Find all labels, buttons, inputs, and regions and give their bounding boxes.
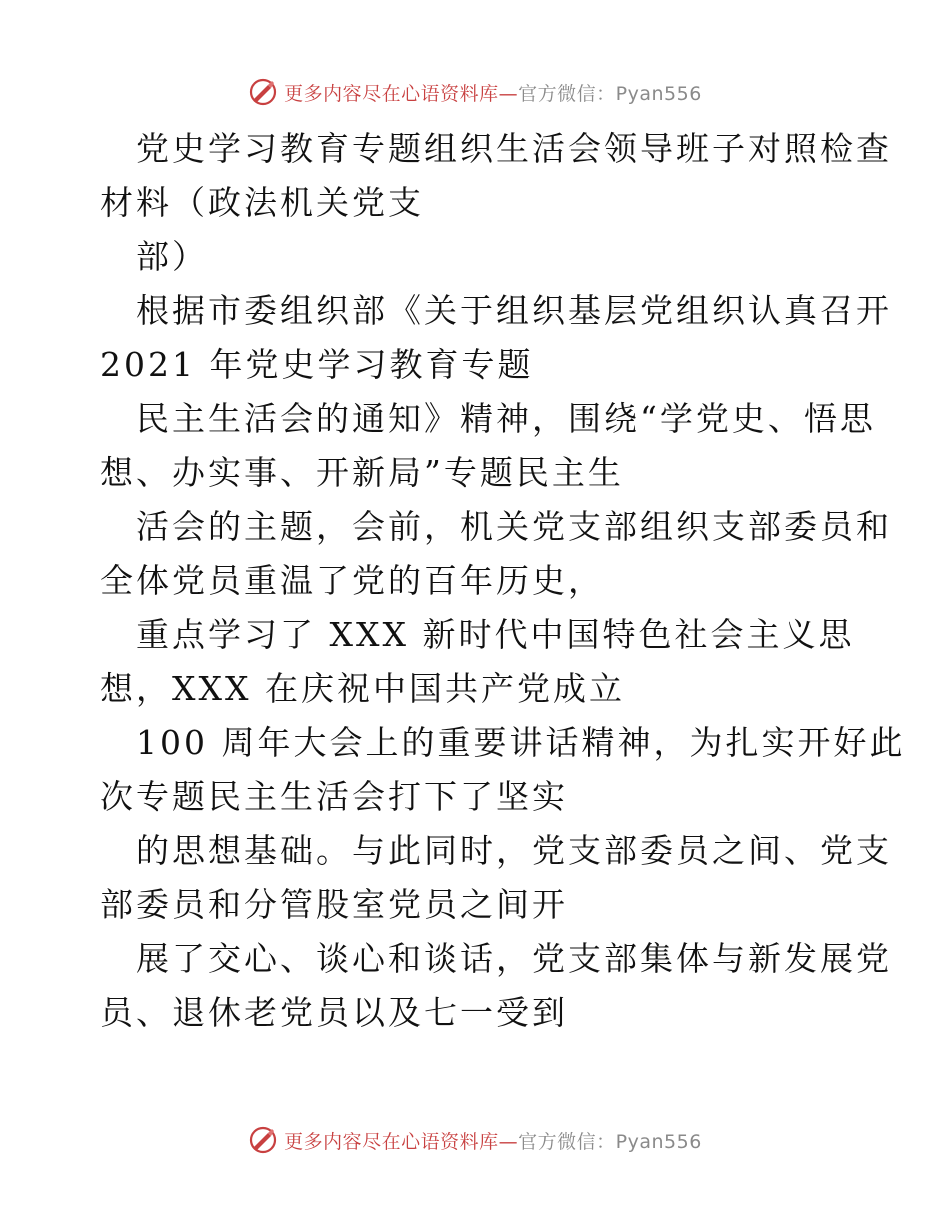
footer-watermark xyxy=(0,1120,950,1160)
text-line: 员、退休老党员以及七一受到 xyxy=(100,993,568,1032)
text-line: 展了交心、谈心和谈话，党支部集体与新发展党 xyxy=(136,939,892,978)
watermark-main: 更多内容尽在心语资料库— xyxy=(284,82,519,105)
text-line: 100 周年大会上的重要讲话精神，为扎实开好此 xyxy=(136,723,906,762)
watermark-text xyxy=(284,79,702,106)
text-line: 想、办实事、开新局”专题民主生 xyxy=(100,453,624,492)
text-line: 重点学习了 XXX 新时代中国特色社会主义思 xyxy=(136,615,855,654)
text-line: 根据市委组织部《关于组织基层党组织认真召开 xyxy=(136,291,892,330)
text-line: 部委员和分管股室党员之间开 xyxy=(100,885,568,924)
text-line: 部） xyxy=(136,237,208,276)
watermark-main: 更多内容尽在心语资料库— xyxy=(284,1130,519,1153)
text-line: 活会的主题，会前，机关党支部组织支部委员和 xyxy=(136,507,892,546)
text-line: 的思想基础。与此同时，党支部委员之间、党支 xyxy=(136,831,892,870)
header-watermark xyxy=(0,72,950,112)
text-line: 想，XXX 在庆祝中国共产党成立 xyxy=(100,669,625,708)
pen-nib-icon xyxy=(248,1125,278,1155)
text-line: 材料（政法机关党支 xyxy=(100,183,424,222)
pen-nib-icon xyxy=(248,77,278,107)
text-line: 次专题民主生活会打下了坚实 xyxy=(100,777,568,816)
watermark-official: 官方微信：Pyan556 xyxy=(518,1130,702,1153)
text-line: 全体党员重温了党的百年历史， xyxy=(100,561,604,600)
watermark-text xyxy=(284,1127,702,1154)
watermark-official: 官方微信：Pyan556 xyxy=(518,82,702,105)
text-line: 民主生活会的通知》精神，围绕“学党史、悟思 xyxy=(136,399,876,438)
text-line: 党史学习教育专题组织生活会领导班子对照检查 xyxy=(136,129,892,168)
document-body xyxy=(100,122,906,1040)
text-line: 2021 年党史学习教育专题 xyxy=(100,345,534,384)
